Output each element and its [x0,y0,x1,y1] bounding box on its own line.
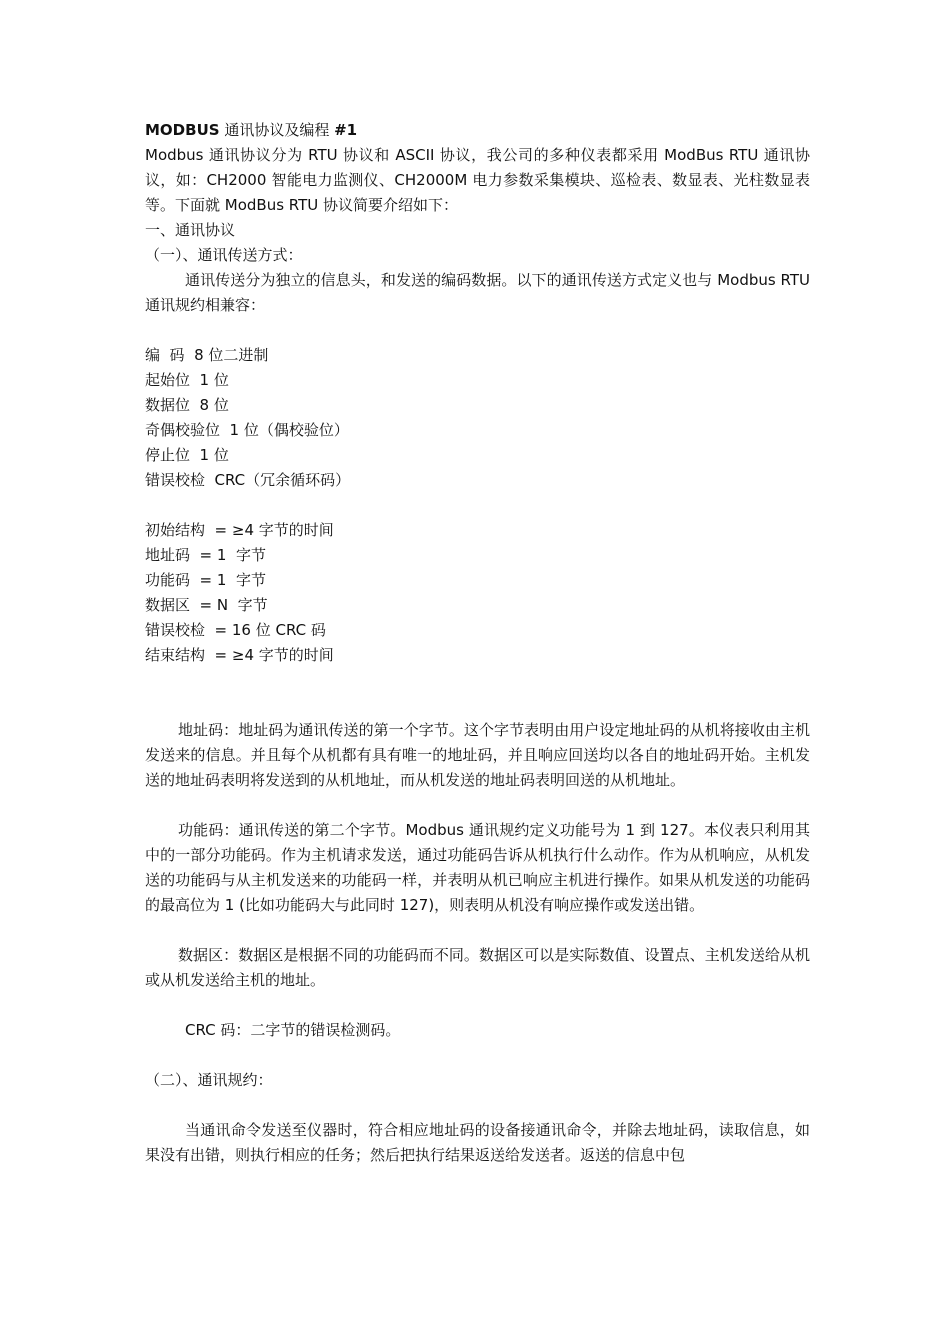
intro-paragraph: Modbus 通讯协议分为 RTU 协议和 ASCII 协议，我公司的多种仪表都采用 ModBus RTU 通讯协议，如：CH2000 智能电力监测仪、CH2000M 电力参数采集模块、巡检表、数显表、光柱数显表等。下面就 ModBus RTU 协议简要介绍如下： [145,146,810,214]
frame-item: 错误校检 = 16 位 CRC 码 [145,621,326,639]
data-area-paragraph: 数据区：数据区是根据不同的功能码而不同。数据区可以是实际数值、设置点、主机发送给从机或从机发送给主机的地址。 [145,946,810,989]
title-bold-number: #1 [334,121,358,139]
frame-item: 初始结构 = ≥4 字节的时间 [145,521,334,539]
address-code-paragraph: 地址码：地址码为通讯传送的第一个字节。这个字节表明由用户设定地址码的从机将接收由主机发送来的信息。并且每个从机都有具有唯一的地址码，并且响应回送均以各自的地址码开始。主机发送的地址码表明将发送到的从机地址，而从机发送的地址码表明回送的从机地址。 [145,721,810,789]
title-plain-text: 通讯协议及编程 [219,121,335,139]
transmission-paragraph: 通讯传送分为独立的信息头，和发送的编码数据。以下的通讯传送方式定义也与 Modbus RTU 通讯规约相兼容： [145,271,810,314]
subsection-heading-protocol-rules: （二）、通讯规约： [145,1071,273,1089]
frame-item: 地址码 = 1 字节 [145,546,266,564]
protocol-rules-paragraph: 当通讯命令发送至仪器时，符合相应地址码的设备接通讯命令，并除去地址码，读取信息，如果没有出错，则执行相应的任务；然后把执行结果返送给发送者。返送的信息中包 [145,1121,810,1164]
spacer [145,918,810,943]
spacer [145,1093,810,1118]
title-bold-modbus: MODBUS [145,121,220,139]
format-item: 数据位 8 位 [145,396,229,414]
function-code-paragraph: 功能码：通讯传送的第二个字节。Modbus 通讯规约定义功能号为 1 到 127。本仪表只利用其中的一部分功能码。作为主机请求发送，通过功能码告诉从机执行什么动作。作为从机响应，从机发送的功能码与从主机发送来的功能码一样，并表明从机已响应主机进行操作。如果从机发送的功能码的最高位为 1 (比如功能码大与此同时 127)，则表明从机没有响应操作或发送出错。 [145,821,810,914]
section-heading-protocol: 一、通讯协议 [145,221,236,239]
spacer [145,493,810,518]
format-item: 起始位 1 位 [145,371,229,389]
format-item: 编 码 8 位二进制 [145,346,269,364]
document-title [145,118,810,143]
subsection-heading-transmission: （一）、通讯传送方式： [145,246,303,264]
spacer [145,668,810,718]
spacer [145,993,810,1018]
frame-item: 结束结构 = ≥4 字节的时间 [145,646,334,664]
format-item: 错误校检 CRC（冗余循环码） [145,471,351,489]
document-body [145,118,810,1168]
format-item: 停止位 1 位 [145,446,229,464]
frame-item: 数据区 = N 字节 [145,596,268,614]
spacer [145,793,810,818]
format-item: 奇偶校验位 1 位（偶校验位） [145,421,349,439]
spacer [145,1043,810,1068]
crc-code-paragraph: CRC 码：二字节的错误检测码。 [185,1021,401,1039]
spacer [145,318,810,343]
frame-item: 功能码 = 1 字节 [145,571,266,589]
